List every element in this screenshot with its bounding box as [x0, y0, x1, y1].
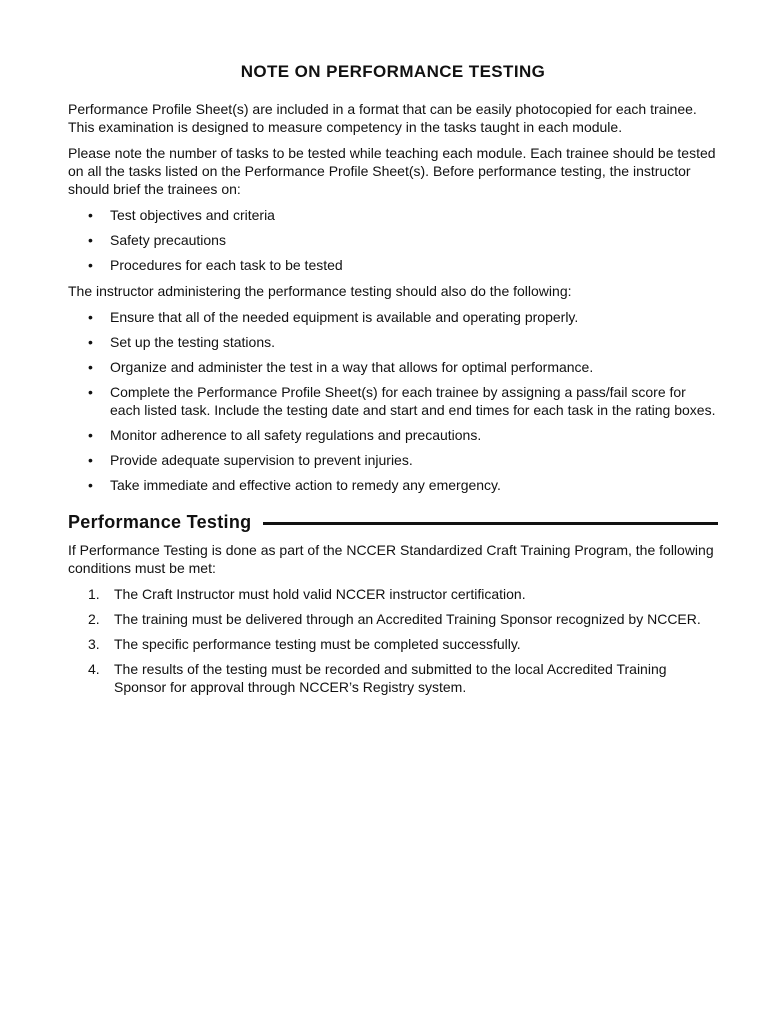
list-item-number: 1.: [88, 586, 100, 602]
section-intro: If Performance Testing is done as part of the NCCER Standardized Craft Training Program, the following conditions must be met:: [68, 542, 714, 576]
list-item-text: The specific performance testing must be completed successfully.: [114, 636, 521, 652]
list-item: [68, 660, 718, 696]
bullet-glyph: •: [88, 232, 93, 248]
list-item-text: The results of the testing must be recorded and submitted to the local Accredited Training Sponsor for approval through NCCER’s Registry system.: [114, 661, 667, 695]
list-item: [68, 383, 718, 419]
list-item-number: 2.: [88, 611, 100, 627]
list-item: [68, 358, 718, 376]
list-item-text: Organize and administer the test in a way that allows for optimal performance.: [110, 359, 594, 375]
list-item-number: 3.: [88, 636, 100, 652]
list-item: [68, 308, 718, 326]
list-item-text: Take immediate and effective action to remedy any emergency.: [110, 477, 501, 493]
list-item: [68, 333, 718, 351]
brief-bullet-list: [68, 206, 718, 274]
section-header: [68, 512, 718, 533]
bullet-glyph: •: [88, 207, 93, 223]
bullet-glyph: •: [88, 257, 93, 273]
list-item-text: Complete the Performance Profile Sheet(s) for each trainee by assigning a pass/fail score for each listed task. Include the testing date and start and end times for each task in the rating boxes.: [110, 384, 716, 418]
intro-paragraph-2: Please note the number of tasks to be tested while teaching each module. Each trainee should be tested on all the tasks listed on the Performance Profile Sheet(s). Before performance testing, the instructor should brief the trainees on:: [68, 145, 716, 197]
list-item-text: Ensure that all of the needed equipment is available and operating properly.: [110, 309, 579, 325]
list-item: [68, 610, 718, 628]
page-title: NOTE ON PERFORMANCE TESTING: [240, 62, 546, 81]
bullet-glyph: •: [88, 334, 93, 350]
document-page: [68, 62, 718, 703]
list-item: [68, 451, 718, 469]
instructor-intro: The instructor administering the performance testing should also do the following:: [68, 283, 572, 299]
conditions-list: [68, 585, 718, 696]
bullet-glyph: •: [88, 384, 93, 400]
bullet-glyph: •: [88, 452, 93, 468]
intro-paragraph-1: Performance Profile Sheet(s) are included in a format that can be easily photocopied for each trainee. This examination is designed to measure competency in the tasks taught in each module.: [68, 101, 697, 135]
list-item: [68, 476, 718, 494]
list-item-text: Safety precautions: [110, 232, 226, 248]
list-item-text: Monitor adherence to all safety regulations and precautions.: [110, 427, 482, 443]
list-item-text: Test objectives and criteria: [110, 207, 275, 223]
list-item: [68, 426, 718, 444]
bullet-glyph: •: [88, 359, 93, 375]
instructor-bullet-list: [68, 308, 718, 494]
list-item: [68, 256, 718, 274]
list-item-number: 4.: [88, 661, 100, 677]
list-item-text: Procedures for each task to be tested: [110, 257, 343, 273]
section-title: Performance Testing: [68, 512, 252, 532]
list-item-text: Set up the testing stations.: [110, 334, 275, 350]
bullet-glyph: •: [88, 309, 93, 325]
list-item-text: The training must be delivered through an Accredited Training Sponsor recognized by NCCER.: [114, 611, 701, 627]
list-item: [68, 231, 718, 249]
bullet-glyph: •: [88, 427, 93, 443]
bullet-glyph: •: [88, 477, 93, 493]
list-item: [68, 585, 718, 603]
section-rule: [263, 522, 718, 525]
list-item: [68, 635, 718, 653]
list-item-text: Provide adequate supervision to prevent injuries.: [110, 452, 413, 468]
list-item-text: The Craft Instructor must hold valid NCCER instructor certification.: [114, 586, 526, 602]
list-item: [68, 206, 718, 224]
